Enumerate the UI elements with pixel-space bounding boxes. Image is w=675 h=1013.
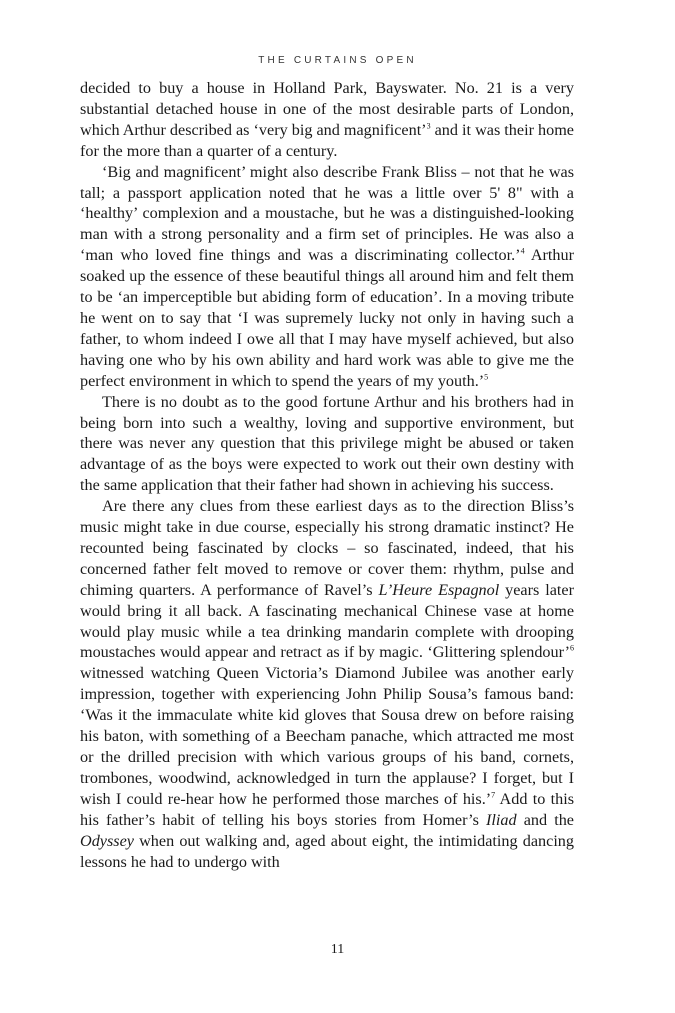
footnote-ref: 4 [520,246,525,256]
text-run: years later would bring it all back. A fascinating mechanical Chinese vase at home would play music while a tea drinking mandarin complete with drooping moustaches would appear and retract as if by magic. ‘Glittering splendour’ [80,580,574,662]
text-run: witnessed watching Queen Victoria’s Diamond Jubilee was another early impression, together with experiencing John Philip Sousa’s famous band: ‘Was it the immaculate white kid gloves that Sousa drew on before raising his baton, with something of a Beecham panache, which attracted me most or the drilled precision with which various groups of his band, cornets, trombones, woodwind, acknowledged in turn the applause? I forget, but I wish I could re-hear how he performed those marches of his.’ [80,664,574,808]
footnote-ref: 3 [426,121,431,131]
text-run: decided to buy a house in Holland Park, Bayswater. No. 21 is a very substantial detached house in one of the most desirable parts of London, which Arthur described as ‘very big and magnificent’ [80,79,574,139]
paragraph [80,392,574,497]
paragraph [80,496,574,872]
italic-title: L’Heure Espagnol [378,580,500,599]
page-number: 11 [330,942,345,957]
text-run: Are there any clues from these earliest days as to the direction Bliss’s music might take in due course, especially his strong dramatic instinct? He recounted being fascinated by clocks – so fascinated, indeed, that his concerned father felt moved to remove or cover them: rhythm, pulse and chiming quarters. A performance of Ravel’s [80,497,574,599]
text-run: There is no doubt as to the good fortune Arthur and his brothers had in being born into such a wealthy, loving and supportive environment, but there was never any question that this privilege might be abused or taken advantage of as the boys were expected to work out their own destiny with the same application that their father had shown in achieving his success. [80,392,574,495]
paragraph [80,162,574,392]
text-run: ‘Big and magnificent’ might also describe Frank Bliss – not that he was tall; a passport application noted that he was a little over 5' 8" with a ‘healthy’ complexion and a moustache, but he was a distinguished-looking man with a strong personality and a firm set of principles. He was also a ‘man who loved fine things and was a discriminating collector.’ [80,162,574,265]
text-run: Arthur soaked up the essence of these beautiful things all around him and felt them to be ‘an imperceptible but abiding form of education’. In a moving tribute he went on to say that ‘I was supremely lucky not only in having such a father, to whom indeed I owe all that I may have myself achieved, but also having one who by his own ability and hard work was able to give me the perfect environment in which to spend the years of my youth.’ [80,246,574,390]
italic-title: Iliad [486,810,517,829]
footnote-ref: 6 [570,644,574,654]
text-run: and the [516,810,574,829]
text-run: and it was their home for the more than a quarter of a century. [80,120,574,160]
text-run: when out walking and, aged about eight, the intimidating dancing lessons he had to undergo with [80,831,574,871]
running-head: THE CURTAINS OPEN [258,55,417,66]
footnote-ref: 5 [484,372,489,382]
paragraph [80,78,574,162]
italic-title: Odyssey [80,831,134,850]
footnote-ref: 7 [491,790,496,800]
body-text [80,78,574,872]
text-run: Add to this his father’s habit of telling his boys stories from Homer’s [80,789,574,829]
